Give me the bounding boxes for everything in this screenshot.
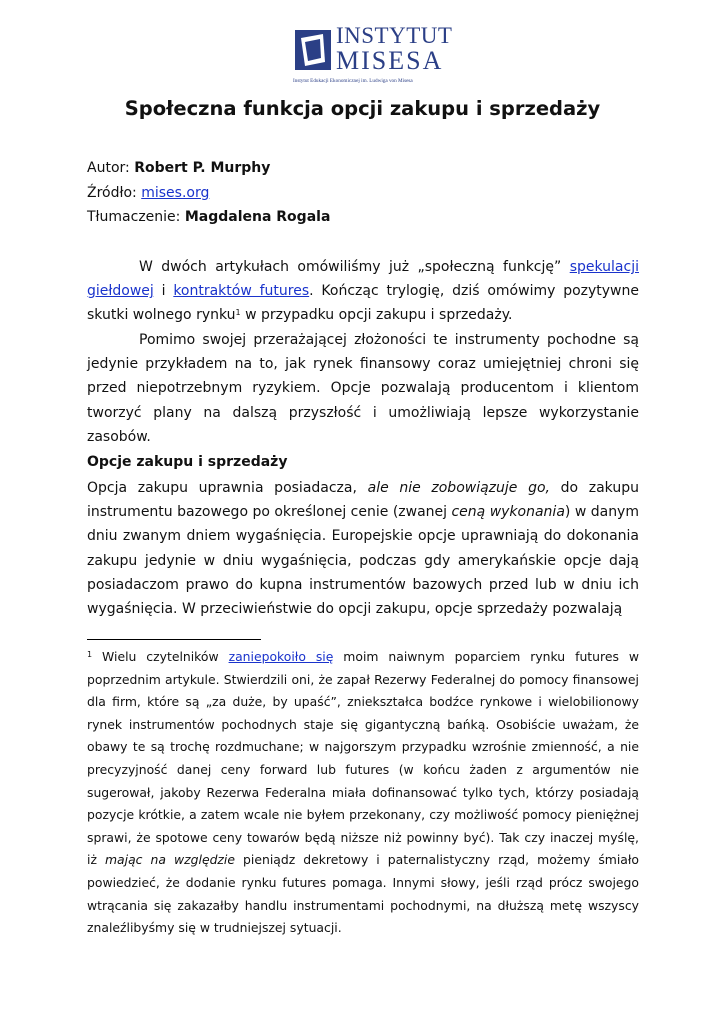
footnote-emphasis: mając na względzie bbox=[104, 852, 236, 868]
paragraph-derivatives: Pomimo swojej przerażającej złożoności te instrumenty pochodne są jedynie przykładem na to, jak rynek finansowy coraz umiejętniej chroni się przed niepotrzebnym ryzykiem. Opcje pozwalają producentom i klientom tworzyć plany na dalszą przyszłość i umożliwiają lepsze wykorzystanie zasobów. bbox=[87, 332, 639, 445]
logo-line1: INSTYTUT bbox=[336, 23, 453, 48]
author-line bbox=[87, 160, 270, 176]
source-link[interactable]: mises.org bbox=[141, 185, 210, 201]
paragraph-intro bbox=[87, 255, 639, 328]
p1-text-1: W dwóch artykułach omówiliśmy już „społeczną funkcję” bbox=[139, 259, 570, 275]
footnote-separator bbox=[87, 639, 261, 640]
p1-text-3: . Kończąc trylogię, dziś omówimy pozytywne skutki wolnego rynku bbox=[87, 283, 639, 324]
translation-label: Tłumaczenie: bbox=[87, 209, 181, 225]
footnote-text-3: pieniądz dekretowy i paternalistyczny rząd, możemy śmiało powiedzieć, że dodanie rynku futures pomaga. Innymi słowy, jeśli rząd prócz swojego wtrącania się zakazałby handlu instrumentami pochodnymi, na dłuższą metę wszyscy znaleźlibyśmy się w trudniejszej sytuacji. bbox=[87, 852, 639, 936]
logo-subtitle: Instytut Edukacji Ekonomicznej im. Ludwiga von Misesa bbox=[293, 78, 413, 84]
logo-line2: MISESA bbox=[336, 46, 444, 75]
link-stock-speculation[interactable]: spekulacji giełdowej bbox=[87, 259, 639, 300]
author-name: Robert P. Murphy bbox=[134, 160, 271, 176]
p3-text-3: ) w danym dniu zwanym dniem wygaśnięcia. Europejskie opcje uprawniają do dokonania zakupu jedynie w dniu wygaśnięcia, podczas gdy amerykańskie opcje dają posiadaczom prawo do kupna instrumentów bazowych przed lub w dniu ich wygaśnięcia. W przeciwieństwie do opcji zakupu, opcje sprzedaży pozwalają bbox=[87, 504, 639, 618]
translator-name: Magdalena Rogala bbox=[184, 209, 331, 225]
p3-text-2: do zakupu instrumentu bazowego po określonej cenie (zwanej bbox=[87, 480, 639, 521]
p3-emphasis-1: ale nie zobowiązuje go, bbox=[367, 480, 550, 496]
author-label: Autor: bbox=[87, 160, 130, 176]
institute-logo bbox=[292, 23, 453, 90]
footnote-text-2: moim naiwnym poparciem rynku futures w poprzednim artykule. Stwierdzili oni, że zapał Rezerwy Federalnej do pomocy finansowej dla firm, które są „za duże, by upaść”, zniekształca bodźce rynkowe i wielobilionowy rynek instrumentów pochodnych staje się gigantyczną bańką. Osobiście uważam, że obawy te są trochę rozdmuchane; w najgorszym przypadku wzrośnie zmienność, a nie precyzyjność danej ceny forward lub futures (w końcu żaden z argumentów nie sugerował, jakoby Rezerwa Federalna miała dofinansować tylko tych, którzy posiadają pozycje krótkie, a zatem wcale nie byłem przekonany, czy możliwość pomocy pieniężnej sprawi, że spotowe ceny towarów będą niższe niż powinny być). Tak czy inaczej myślę, iż bbox=[87, 649, 639, 868]
logo-emblem-icon bbox=[293, 28, 333, 72]
footnote-text-1: Wielu czytelników bbox=[92, 649, 229, 664]
paragraph-call-options bbox=[87, 476, 639, 621]
translation-line bbox=[87, 209, 330, 225]
p3-text-1: Opcja zakupu uprawnia posiadacza, bbox=[87, 480, 368, 496]
source-line bbox=[87, 185, 209, 201]
footnote bbox=[87, 646, 639, 940]
footnote-number: 1 bbox=[87, 650, 93, 659]
section-heading: Opcje zakupu i sprzedaży bbox=[87, 454, 288, 470]
source-label: Źródło: bbox=[87, 185, 137, 201]
footnote-link[interactable]: zaniepokoiło się bbox=[228, 649, 334, 664]
document-title: Społeczna funkcja opcji zakupu i sprzedaży bbox=[124, 97, 601, 120]
link-futures-contracts[interactable]: kontraktów futures bbox=[173, 283, 310, 300]
p1-text-4: w przypadku opcji zakupu i sprzedaży. bbox=[240, 307, 513, 324]
footnote-ref[interactable]: 1 bbox=[235, 308, 241, 318]
p1-text-2: i bbox=[153, 283, 174, 300]
p3-emphasis-2: ceną wykonania bbox=[451, 504, 565, 521]
